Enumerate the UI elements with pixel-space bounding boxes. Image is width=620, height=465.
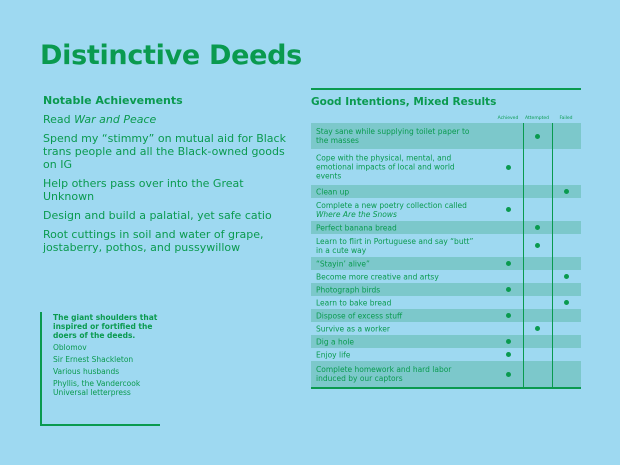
intention-label-text: Perfect banana bread — [316, 223, 397, 232]
achievement-item — [43, 113, 293, 126]
status-dot-achieved — [506, 165, 511, 170]
intention-label-text: Clean up — [316, 187, 350, 196]
notable-achievements-section — [43, 94, 293, 260]
status-dot-attempted — [535, 134, 540, 139]
notable-achievements-heading: Notable Achievements — [43, 94, 183, 107]
intention-row — [311, 309, 581, 322]
giant-shoulders-item: Various husbands — [53, 367, 120, 376]
intention-label-text: Become more creative and artsy — [316, 272, 439, 281]
giant-shoulders-item: Phyllis, the Vandercook Universal letterpress — [53, 379, 141, 397]
intention-label-text: Survive as a worker — [316, 324, 391, 333]
intention-label-text: Complete homework and hard labor induced by our captors — [316, 365, 452, 383]
intention-row — [311, 149, 581, 185]
intention-label — [316, 154, 481, 181]
intention-label — [316, 187, 481, 196]
intention-label — [316, 201, 481, 219]
intention-label-text: Photograph birds — [316, 285, 381, 294]
column-header-attempted: Attempted — [525, 116, 549, 121]
intention-label — [316, 127, 481, 145]
giant-shoulders-item: Sir Ernest Shackleton — [53, 355, 134, 364]
intention-row — [311, 198, 581, 221]
intention-label — [316, 365, 481, 383]
intention-label — [316, 259, 481, 268]
intention-label — [316, 311, 481, 320]
intention-label — [316, 237, 481, 255]
intention-row — [311, 335, 581, 348]
achievements-list — [43, 113, 293, 254]
intention-label-text: Cope with the physical, mental, and emotional impacts of local and world events — [316, 153, 455, 181]
status-dot-failed — [564, 189, 569, 194]
intention-label — [316, 272, 481, 281]
intentions-table — [311, 123, 581, 389]
status-dot-attempted — [535, 326, 540, 331]
section-top-rule — [311, 88, 581, 90]
intention-label-text: Stay sane while supplying toilet paper to the masses — [316, 127, 470, 145]
achievement-text: Design and build a palatial, yet safe catio — [43, 209, 272, 222]
intention-label-text: Learn to flirt in Portuguese and say “butt” in a cute way — [316, 236, 474, 255]
intention-row — [311, 283, 581, 296]
status-dot-achieved — [506, 287, 511, 292]
intention-label — [316, 298, 481, 307]
achievement-item — [43, 209, 293, 222]
page-title: Distinctive Deeds — [40, 40, 302, 71]
intention-row — [311, 257, 581, 270]
giant-shoulders-list — [53, 343, 160, 397]
intention-row — [311, 361, 581, 387]
intention-row — [311, 270, 581, 283]
intention-label-text: “Stayin’ alive” — [316, 259, 370, 268]
intention-row — [311, 234, 581, 257]
intention-label — [316, 337, 481, 346]
intention-label-text: Dispose of excess stuff — [316, 311, 403, 320]
achievement-item — [43, 228, 293, 254]
status-dot-achieved — [506, 352, 511, 357]
intention-label-text: Learn to bake bread — [316, 298, 392, 307]
status-dot-achieved — [506, 372, 511, 377]
status-dot-achieved — [506, 261, 511, 266]
good-intentions-section — [311, 88, 581, 389]
achievement-item — [43, 177, 293, 203]
intention-label-text: Enjoy life — [316, 350, 351, 359]
intention-row — [311, 185, 581, 198]
intention-row — [311, 221, 581, 234]
intention-label — [316, 324, 481, 333]
intention-row — [311, 348, 581, 361]
achievement-italic-text: War and Peace — [74, 113, 157, 126]
column-divider — [523, 123, 524, 387]
achievement-text: Spend my “stimmy” on mutual aid for Black trans people and all the Black-owned goods on IG — [43, 132, 286, 171]
intention-label-text: Dig a hole — [316, 337, 355, 346]
status-dot-achieved — [506, 207, 511, 212]
status-dot-failed — [564, 274, 569, 279]
achievement-text: Root cuttings in soil and water of grape, jostaberry, pothos, and pussywillow — [43, 228, 264, 254]
status-column-headers — [311, 113, 581, 123]
achievement-text: Read — [43, 113, 75, 126]
status-dot-failed — [564, 300, 569, 305]
achievement-text: Help others pass over into the Great Unknown — [43, 177, 244, 203]
intention-label-italic: Where Are the Snows — [316, 209, 397, 219]
status-dot-achieved — [506, 313, 511, 318]
column-header-achieved: Achieved — [497, 116, 519, 121]
intention-row — [311, 322, 581, 335]
status-dot-achieved — [506, 339, 511, 344]
status-dot-attempted — [535, 225, 540, 230]
intention-row — [311, 296, 581, 309]
giant-shoulders-heading: The giant shoulders that inspired or fortified the doers of the deeds. — [53, 313, 158, 340]
column-divider — [552, 123, 553, 387]
giant-shoulders-item: Oblomov — [53, 343, 87, 352]
giant-shoulders-box — [40, 312, 160, 426]
column-header-failed: Failed — [559, 116, 573, 121]
intention-row — [311, 123, 581, 149]
intention-label — [316, 285, 481, 294]
achievement-item — [43, 132, 293, 171]
intention-label-text: Complete a new poetry collection called — [316, 200, 467, 210]
good-intentions-heading: Good Intentions, Mixed Results — [311, 96, 497, 108]
status-dot-attempted — [535, 243, 540, 248]
intention-label — [316, 350, 481, 359]
intention-label — [316, 223, 481, 232]
